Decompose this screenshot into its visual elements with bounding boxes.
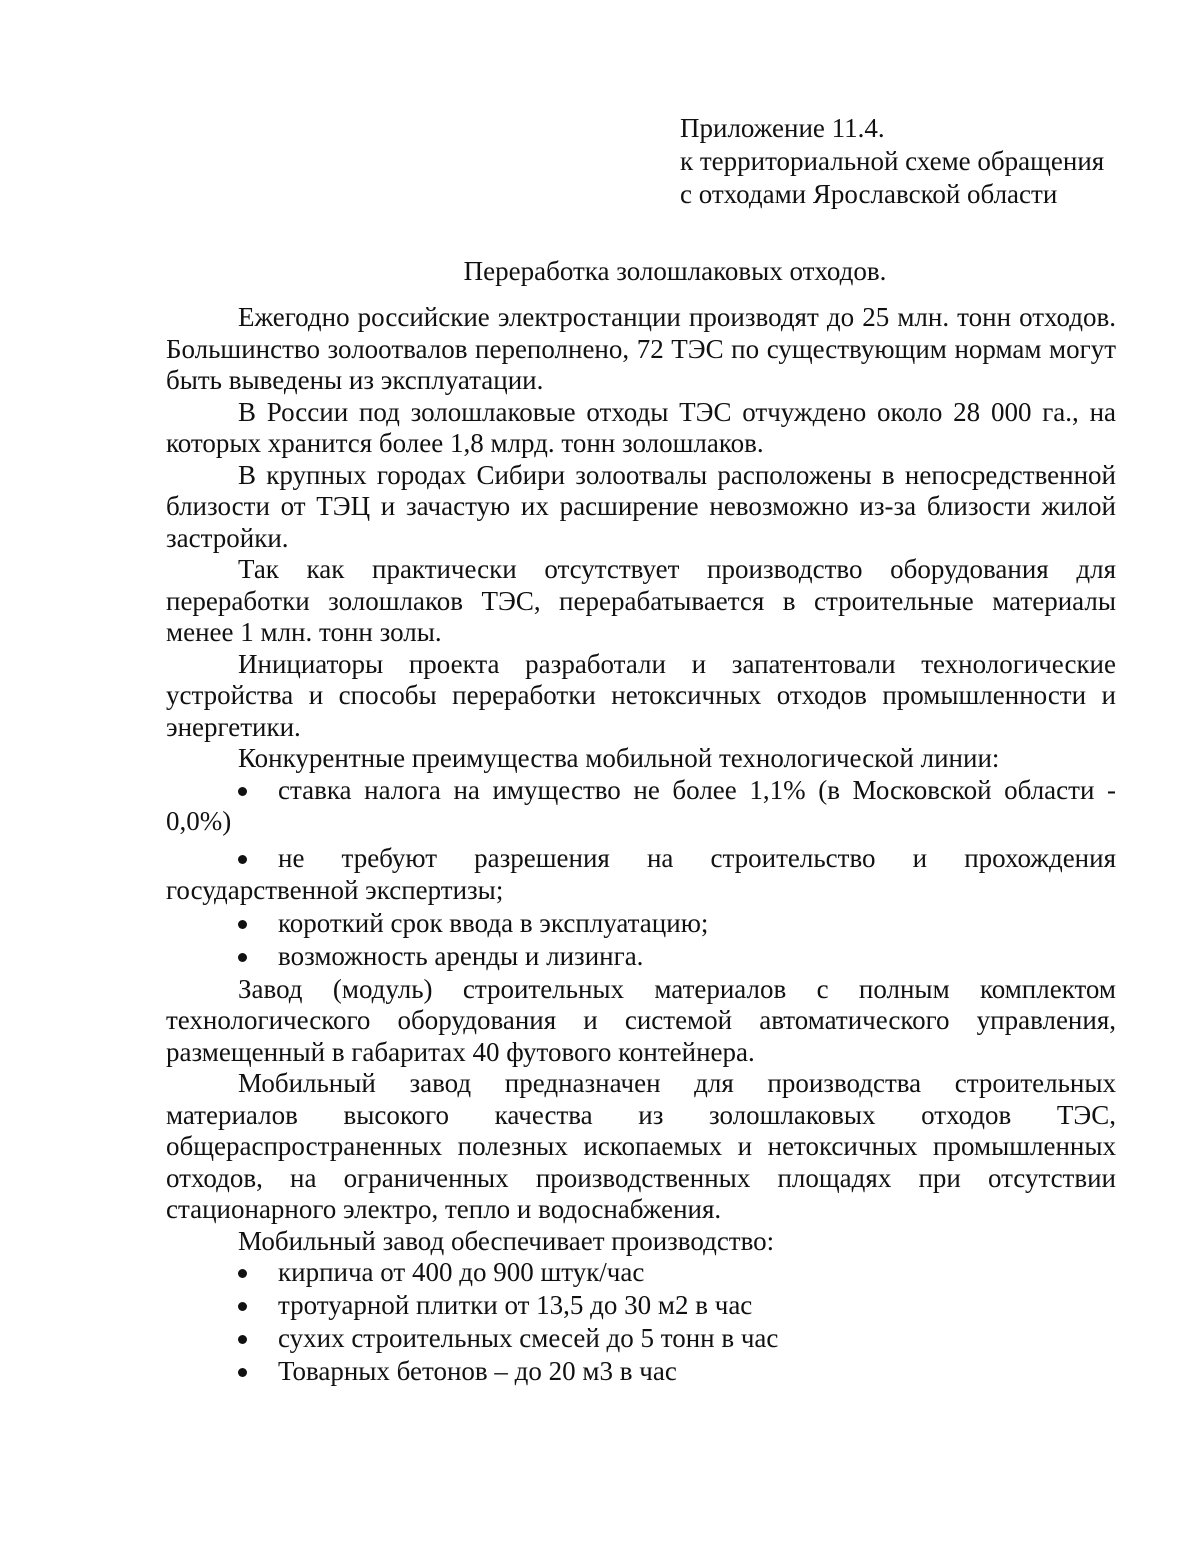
production-list	[166, 1257, 1116, 1388]
paragraph-initiators: Инициаторы проекта разработали и запатентовали технологические устройства и способы переработки нетоксичных отходов промышленности и энергетики.	[166, 648, 1116, 742]
list-item	[166, 1257, 1116, 1289]
paragraph-siberia: В крупных городах Сибири золоотвалы расположены в непосредственной близости от ТЭЦ и зачастую их расширение невозможно из-за близости жилой застройки.	[166, 459, 1116, 553]
paragraph-factory-module: Завод (модуль) строительных материалов с полным комплектом технологического оборудования и системой автоматического управления, размещенный в габаритах 40 футового контейнера.	[166, 973, 1116, 1067]
appendix-line-2: к территориальной схеме обращения	[680, 146, 1105, 176]
list-item-text: ставка налога на имущество не более 1,1% (в Московской области - 0,0%)	[166, 774, 1116, 836]
list-item-text: Товарных бетонов – до 20 м3 в час	[278, 1356, 677, 1386]
list-item	[166, 1290, 1116, 1322]
appendix-line-3: с отходами Ярославской области	[680, 179, 1058, 209]
list-item-text: короткий срок ввода в эксплуатацию;	[278, 907, 709, 938]
bullet-icon	[238, 855, 247, 864]
bullet-icon	[238, 953, 247, 962]
list-item	[166, 941, 1116, 973]
list-item-text: тротуарной плитки от 13,5 до 30 м2 в час	[278, 1290, 753, 1320]
list-item-text: кирпича от 400 до 900 штук/час	[278, 1257, 645, 1287]
list-item	[166, 843, 1116, 906]
paragraph-annual-waste: Ежегодно российские электростанции производят до 25 млн. тонн отходов. Большинство золоотвалов переполнено, 72 ТЭС по существующим нормам могут быть выведены из эксплуатации.	[166, 302, 1116, 395]
appendix-line-1: Приложение 11.4.	[680, 113, 885, 143]
paragraph-equipment: Так как практически отсутствует производство оборудования для переработки золошлаков ТЭС, перерабатывается в строительные материалы менее 1 млн. тонн золы.	[166, 554, 1116, 647]
list-item-text: возможность аренды и лизинга.	[278, 940, 644, 971]
bullet-icon	[238, 787, 247, 796]
list-item-text: не требуют разрешения на строительство и прохождения государственной экспертизы;	[166, 843, 1116, 905]
list-item-text: сухих строительных смесей до 5 тонн в час	[278, 1323, 779, 1353]
document-title: Переработка золошлаковых отходов.	[463, 256, 887, 286]
paragraph-advantages-intro: Конкурентные преимущества мобильной технологической линии:	[238, 743, 1000, 773]
list-item	[166, 775, 1116, 838]
list-item	[166, 1356, 1116, 1388]
list-item	[166, 1323, 1116, 1355]
paragraph-mobile-factory: Мобильный завод предназначен для производства строительных материалов высокого качества из золошлаковых отходов ТЭС, общераспространенных полезных ископаемых и нетоксичных промышленных отходов, на ограниченных производственных площадях при отсутствии стационарного электро, тепло и водоснабжения.	[166, 1068, 1116, 1224]
paragraph-production-intro: Мобильный завод обеспечивает производство:	[238, 1225, 775, 1256]
bullet-icon	[238, 1269, 247, 1278]
bullet-icon	[238, 1368, 247, 1377]
advantages-list	[166, 775, 1116, 973]
document-body	[166, 302, 1116, 1389]
list-item	[166, 908, 1116, 940]
bullet-icon	[238, 1335, 247, 1344]
appendix-header	[680, 112, 1150, 211]
bullet-icon	[238, 920, 247, 929]
bullet-icon	[238, 1302, 247, 1311]
paragraph-land-area: В России под золошлаковые отходы ТЭС отчуждено около 28 000 га., на которых хранится более 1,8 млрд. тонн золошлаков.	[166, 396, 1116, 458]
